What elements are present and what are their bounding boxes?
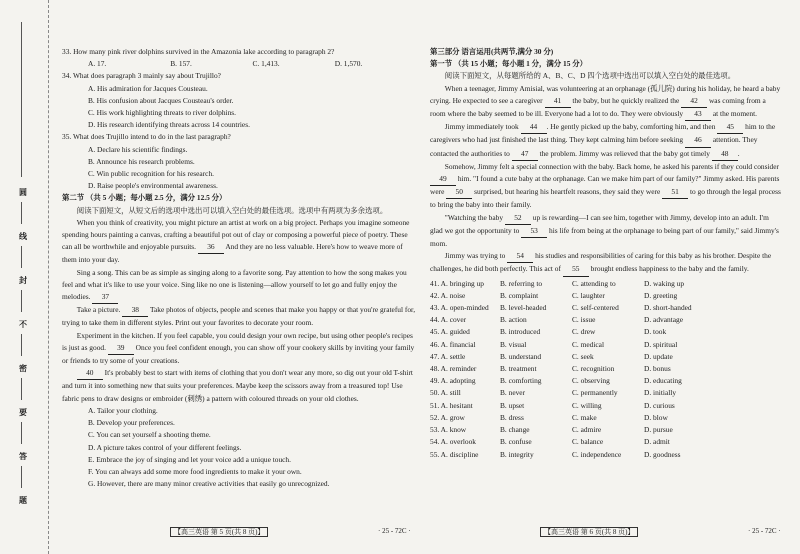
choice-option: 54. A. overlook xyxy=(430,437,476,447)
choice-option: D. short-handed xyxy=(644,303,692,313)
option: B. 157. xyxy=(170,59,192,69)
passage-paragraph: When a teenager, Jimmy Amisial, was volunteering at an orphanage (孤儿院) during his holiday, he heard a baby crying. He expected to see a caregiver 41 the baby, but he quickly realized the 42 was coming from a room where the baby seemed to be ill. Everyone had a lot to do. They were obviously 43 at the moment. xyxy=(430,83,782,122)
section-instruction: 阅读下面短文，从短文后的选项中选出可以填入空白处的最佳选项。选项中有两项为多余选项。 xyxy=(76,205,388,215)
question-33: 33. How many pink river dolphins survived in the Amazonia lake according to paragraph 2? xyxy=(62,47,335,56)
passage-paragraph: Sing a song. This can be as simple as singing along to a favorite song. Pay attention to how the song makes you feel and what it's like to use your voice. Sing like no one is listening—allow yourself to let go and fully enjoy the melodies. 37 xyxy=(62,267,417,305)
choice-option: B. action xyxy=(500,315,527,325)
gutter-line xyxy=(21,378,22,400)
choice-option: 52. A. grow xyxy=(430,412,465,422)
gutter-label: 不 xyxy=(19,320,27,329)
choice-option: 48. A. reminder xyxy=(430,364,477,374)
choice-option: D. bonus xyxy=(644,364,671,374)
answer-blank: 45 xyxy=(717,121,743,134)
answer-blank: 43 xyxy=(685,108,711,121)
choice-option: C. make xyxy=(572,412,597,422)
gutter-label: 答 xyxy=(19,452,27,461)
gutter-label: 要 xyxy=(19,408,27,417)
choice-option: B. introduced xyxy=(500,327,541,337)
choice-option: D. educating xyxy=(644,376,682,386)
gutter-line xyxy=(21,422,22,444)
gutter-label: 封 xyxy=(19,276,27,285)
binding-gutter xyxy=(0,0,49,554)
choice-option: D. blow xyxy=(644,412,668,422)
question-34: 34. What does paragraph 3 mainly say about Trujillo? xyxy=(62,71,221,81)
answer-blank: 36 xyxy=(198,241,224,254)
gutter-line xyxy=(21,466,22,488)
passage-paragraph: "Watching the baby 52 up is rewarding—I can see him, together with Jimmy, develop into an adult. I'm glad we got the opportunity to 53 his life from being at the orphanage to being part of our family," said Jimmy's mom. xyxy=(430,212,779,249)
choice-option: 51. A. hesitant xyxy=(430,400,473,410)
choice-option: C. drew xyxy=(572,327,596,337)
choice-option: B. confuse xyxy=(500,437,532,447)
question-33-options xyxy=(62,58,417,70)
choice-option: C. permanently xyxy=(572,388,618,398)
choice-option: C. self-centered xyxy=(572,303,619,313)
choice-option: D. took xyxy=(644,327,667,337)
page-footer: 【高三英语 第 5 页(共 8 页)】 xyxy=(170,527,268,537)
question-35: 35. What does Trujillo intend to do in the last paragraph? xyxy=(62,132,231,142)
section-instruction: 阅读下面短文，从每题所给的 A、B、C、D 四个选项中选出可以填入空白处的最佳选项。 xyxy=(444,71,736,81)
page-code: · 25 - 72C · xyxy=(748,527,781,535)
answer-blank: 47 xyxy=(512,148,538,161)
gutter-label: 密 xyxy=(19,364,27,373)
option: D. A picture takes control of your different feelings. xyxy=(88,442,242,452)
choice-option: D. goodness xyxy=(644,449,681,459)
left-column xyxy=(62,46,417,490)
passage-paragraph: Jimmy immediately took 44 . He gently picked up the baby, comforting him, and then 45 him to the caregivers who had just finished the last thing. They kept calming him before seeking 46 attention. They contacted the authorities to 47 the problem. Jimmy was relieved that the baby got timely 48 . xyxy=(430,121,782,161)
answer-blank: 42 xyxy=(681,95,707,108)
answer-blank: 51 xyxy=(662,186,688,199)
option: A. Declare his scientific findings. xyxy=(88,144,188,154)
gutter-line xyxy=(21,290,22,312)
answer-blank: 54 xyxy=(507,250,533,263)
choice-option: C. medical xyxy=(572,339,605,349)
option: A. Tailor your clothing. xyxy=(88,405,158,415)
gutter-label: 线 xyxy=(19,232,27,241)
answer-blank: 39 xyxy=(108,342,134,355)
choice-option: D. admit xyxy=(644,437,670,447)
gutter-line xyxy=(21,334,22,356)
choice-option: 42. A. noise xyxy=(430,290,466,300)
choice-option: 53. A. know xyxy=(430,425,467,435)
choice-option: 43. A. open-minded xyxy=(430,303,489,313)
option: G. However, there are many minor creative activities that easily go unrecognized. xyxy=(88,479,330,489)
answer-blank: 40 xyxy=(77,367,103,380)
choice-option: B. complaint xyxy=(500,290,539,300)
choice-option: 50. A. still xyxy=(430,388,461,398)
choice-option: B. integrity xyxy=(500,449,534,459)
option: C. Win public recognition for his research. xyxy=(88,169,214,179)
gutter-label: 圆 xyxy=(19,188,27,197)
option: C. His work highlighting threats to river dolphins. xyxy=(88,108,237,118)
choice-option: D. greeting xyxy=(644,290,678,300)
answer-blank: 53 xyxy=(521,225,547,238)
choice-option: C. willing xyxy=(572,400,602,410)
choice-option: 41. A. bringing up xyxy=(430,278,484,288)
page-code: · 25 - 72C · xyxy=(378,527,411,535)
choice-option: D. update xyxy=(644,351,673,361)
choice-option: B. visual xyxy=(500,339,527,349)
choice-option: B. comforting xyxy=(500,376,542,386)
gutter-line xyxy=(21,246,22,268)
choice-option: C. balance xyxy=(572,437,604,447)
passage-paragraph: When you think of creativity, you might picture an artist at work on a big project. Perhaps you imagine someone spending hours painting a canvas, crafting a beautiful pot out of clay or composing a powerful piece of poetry. These can all be worthwhile and enjoyable pursuits. 36 And they are no less valuable. Here's how to weave more of them into your day. xyxy=(62,217,410,265)
answer-blank: 38 xyxy=(122,304,148,317)
choice-option: 44. A. cover xyxy=(430,315,467,325)
choice-option: 49. A. adopting xyxy=(430,376,476,386)
option: F. You can always add some more food ingredients to make it your own. xyxy=(88,466,302,476)
option: D. His research identifying threats across 14 countries. xyxy=(88,120,250,130)
choice-option: C. recognition xyxy=(572,364,615,374)
choice-grid xyxy=(430,278,782,461)
answer-blank: 52 xyxy=(505,212,531,225)
option: C. 1,413. xyxy=(252,59,280,69)
answer-blank: 55 xyxy=(563,263,589,276)
choice-option: B. upset xyxy=(500,400,525,410)
choice-option: B. referring to xyxy=(500,278,543,288)
part-title: 第三部分 语言运用(共两节,满分 30 分) xyxy=(430,47,554,56)
answer-blank: 50 xyxy=(446,186,472,199)
gutter-label: 题 xyxy=(19,496,27,505)
choice-option: 45. A. guided xyxy=(430,327,470,337)
choice-option: D. initially xyxy=(644,388,677,398)
option: A. 17. xyxy=(88,59,107,69)
option: A. His admiration for Jacques Cousteau. xyxy=(88,83,208,93)
option: C. You can set yourself a shooting theme. xyxy=(88,430,211,440)
gutter-line xyxy=(21,22,22,177)
choice-option: C. issue xyxy=(572,315,596,325)
passage-paragraph: 40 It's probably best to start with items of clothing that you don't wear any more, so dig out your old T-shirt and turn it into something new that suits your preferences. Maybe keep the scissors away from a treasured top! Use fabric pens to draw designs or embroider (刺绣) a pattern with coloured threads on your old clothes. xyxy=(62,368,413,403)
choice-option: B. change xyxy=(500,425,530,435)
right-column xyxy=(430,46,782,461)
choice-option: D. waking up xyxy=(644,278,685,288)
option: D. Raise people's environmental awareness. xyxy=(88,181,218,191)
option: B. Announce his research problems. xyxy=(88,156,195,166)
page-footer: 【高三英语 第 6 页(共 8 页)】 xyxy=(540,527,638,537)
answer-blank: 49 xyxy=(430,173,456,186)
choice-option: C. independence xyxy=(572,449,622,459)
passage-paragraph: Experiment in the kitchen. If you feel capable, you could design your own recipe, but using other people's recipes is just as good. 39 Once you feel confident enough, you can show off your cookery skills by inviting your family or friends to try some of your creations. xyxy=(62,330,415,366)
option: B. His confusion about Jacques Cousteau's order. xyxy=(88,95,234,105)
choice-option: B. understand xyxy=(500,351,542,361)
answer-blank: 37 xyxy=(92,291,118,304)
choice-option: B. never xyxy=(500,388,526,398)
answer-blank: 41 xyxy=(545,95,571,108)
choice-option: C. laughter xyxy=(572,290,605,300)
answer-blank: 48 xyxy=(712,148,738,161)
answer-blank: 44 xyxy=(521,121,547,134)
answer-blank: 46 xyxy=(685,134,711,147)
choice-option: B. dress xyxy=(500,412,524,422)
choice-option: C. admire xyxy=(572,425,602,435)
choice-option: 47. A. settle xyxy=(430,351,466,361)
passage-paragraph: Jimmy was trying to 54 his studies and responsibilities of caring for this baby as his brother. Despite the challenges, he did both perfectly. This act of 55 brought endless happiness to the baby and the family. xyxy=(430,250,782,276)
gutter-line xyxy=(21,202,22,224)
choice-option: C. observing xyxy=(572,376,610,386)
choice-option: 55. A. discipline xyxy=(430,449,479,459)
option: E. Embrace the joy of singing and let your voice add a unique touch. xyxy=(88,454,291,464)
choice-option: C. attending to xyxy=(572,278,616,288)
section-title: 第一节 （共 15 小题；每小题 1 分，满分 15 分） xyxy=(430,59,588,69)
choice-option: B. level-headed xyxy=(500,303,547,313)
choice-option: B. treatment xyxy=(500,364,537,374)
choice-option: 46. A. financial xyxy=(430,339,476,349)
section-title: 第二节 （共 5 小题；每小题 2.5 分，满分 12.5 分） xyxy=(62,193,227,203)
passage-paragraph: Somehow, Jimmy felt a special connection with the baby. Back home, he asked his parents if they could consider 49 him. "I found a cute baby at the orphanage. Can we make him part of our family?" Jimmy asked. His parents were 50 surprised, but hearing his heartfelt reasons, they said they were 51 to go through the legal process to bring the baby into their family. xyxy=(430,161,781,210)
choice-option: D. advantage xyxy=(644,315,683,325)
option: D. 1,570. xyxy=(334,59,363,69)
choice-option: D. curious xyxy=(644,400,675,410)
choice-option: C. seek xyxy=(572,351,594,361)
choice-option: D. spiritual xyxy=(644,339,678,349)
choice-option: D. pursue xyxy=(644,425,673,435)
option: B. Develop your preferences. xyxy=(88,418,175,428)
passage-paragraph: Take a picture. 38 Take photos of objects, people and scenes that make you happy or that you're grateful for, trying to take them in different styles. Print out your favorites to decorate your room. xyxy=(62,305,416,328)
